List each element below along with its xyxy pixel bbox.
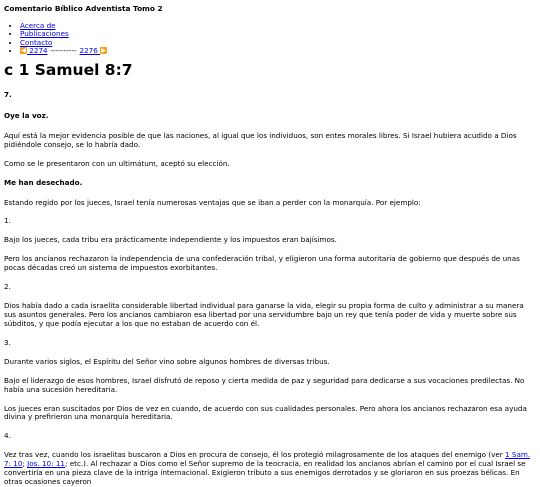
paragraph: Como se le presentaron con un ultimátum, aceptó su elección.: [4, 158, 230, 168]
page-pager: [20, 47, 107, 55]
about-link[interactable]: Acerca de: [20, 21, 56, 31]
pager-separator: ----------: [50, 45, 77, 55]
scripture-link-jos-10-11[interactable]: Jos. 10: 11: [27, 459, 65, 469]
text-segment: ;: [22, 459, 28, 469]
next-page-link[interactable]: [80, 47, 108, 55]
contact-link[interactable]: Contacto: [20, 37, 53, 47]
subheading-me-han-desechado: Me han desechado.: [4, 177, 83, 187]
text-segment: Vez tras vez, cuando los israelitas buscaron a Dios en procura de consejo, él los protegió milagrosamente de los ataques del enemigo (ver: [4, 450, 506, 460]
site-title: Comentario Bíblico Adventista Tomo 2: [4, 4, 163, 13]
paragraph: Bajo los jueces, cada tribu era prácticamente independiente y los impuestos eran bajísimos.: [4, 235, 337, 245]
paragraph: Durante varios siglos, el Espíritu del Señor vino sobre algunos hombres de diversas tribus.: [4, 356, 330, 366]
list-number: 4.: [4, 431, 11, 441]
paragraph: Estando regido por los jueces, Israel tenía numerosas ventajas que se iban a perder con la monarquía. Por ejemplo:: [4, 197, 421, 207]
list-number: 3.: [4, 337, 11, 347]
paragraph: Dios había dado a cada israelita considerable libertad individual para ganarse la vida, elegir su propia forma de culto y administrar a su manera sus asuntos generales. Pero los ancianos cambiaron esa libertad por una servidumbre bajo un rey que tenía poder de vida y muerte sobre sus súbditos, y que podía ejecutar a los que no estaban de acuerdo con él.: [4, 301, 524, 328]
nav-item-publications: [20, 30, 536, 38]
prev-page-number: 2274: [29, 45, 48, 55]
paragraph: Los jueces eran suscitados por Dios de vez en cuando, de acuerdo con sus cualidades personales. Pero ahora los ancianos rechazaron esa ayuda divina y prefirieron una monarquía hereditaria.: [4, 403, 527, 422]
prev-page-link[interactable]: [20, 47, 48, 55]
subheading-oye-la-voz: Oye la voz.: [4, 110, 49, 120]
nav-item-pager: [20, 47, 536, 55]
paragraph: [4, 451, 536, 487]
verse-number: 7.: [4, 90, 12, 100]
paragraph: Pero los ancianos rechazaron la independencia de una confederación tribal, y eligieron una forma autoritaria de gobierno que después de unas pocas décadas creó un sistema de impuestos exorbitantes.: [4, 254, 520, 273]
text-segment: ; etc.). Al rechazar a Dios como el Señor supremo de la teocracia, en realidad los ancianos abrían el camino por el cual Israel se convertiría en una pieza clave de la intriga internacional. Exigieron tributo a sus enemigos derrotados y se gloriaron en sus proezas bélicas. En otras ocasiones cayeron: [4, 459, 526, 487]
list-number: 1.: [4, 216, 11, 226]
nav-item-about: [20, 22, 536, 30]
arrow-left-icon: ◀: [21, 47, 26, 55]
list-number: 2.: [4, 282, 11, 292]
paragraph: Aquí está la mejor evidencia posible de que las naciones, al igual que los individuos, son entes morales libres. Si Israel hubiera acudido a Dios pidiéndole consejo, se lo habría dado.: [4, 130, 517, 149]
scripture-link-1-sam-7-10[interactable]: 1 Sam. 7: 10: [4, 450, 531, 469]
publications-link[interactable]: Publicaciones: [20, 29, 69, 39]
arrow-right-icon: ▶: [101, 47, 106, 55]
paragraph: Bajo el liderazgo de esos hombres, Israel disfrutó de reposo y cierta medida de paz y seguridad para dedicarse a sus vocaciones predilectas. No había una sucesión hereditaria.: [4, 375, 525, 394]
page-title: c 1 Samuel 8:7: [4, 60, 133, 79]
next-page-number: 2276: [79, 45, 98, 55]
nav-list: [4, 22, 536, 55]
